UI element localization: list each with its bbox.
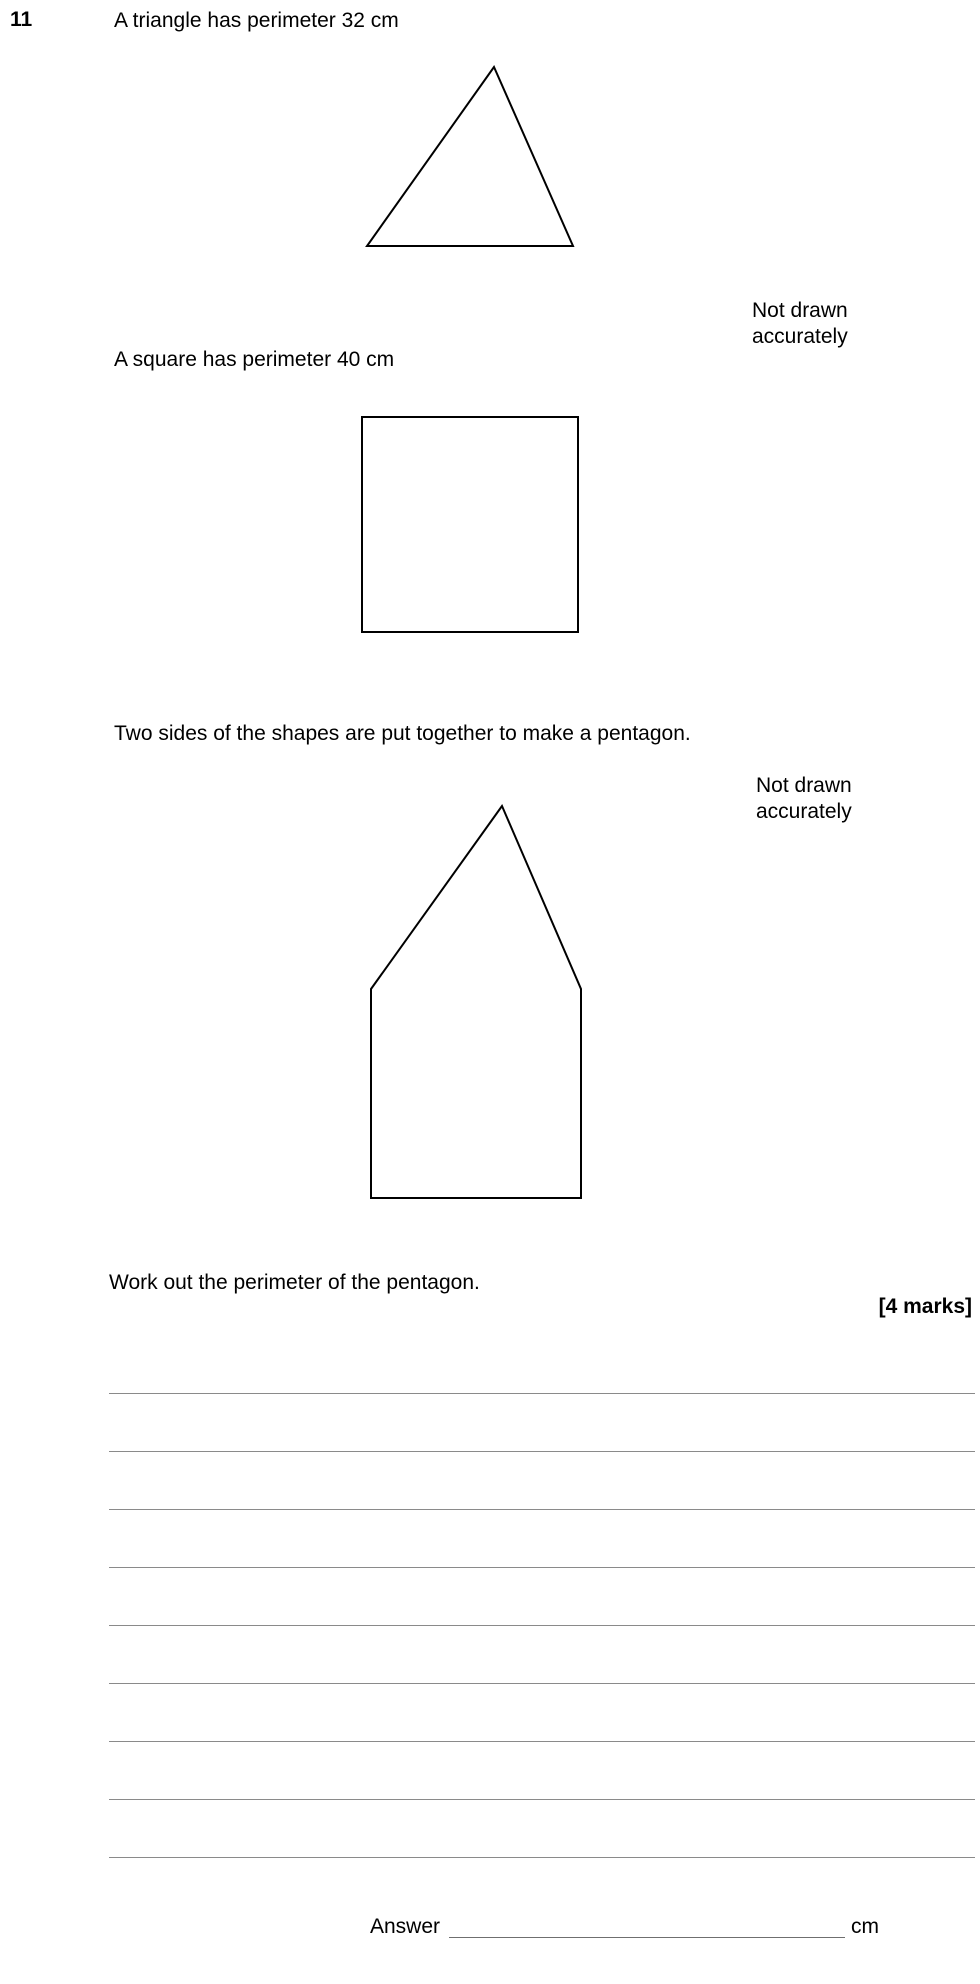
not-drawn-note-2: Not drawn accurately (756, 774, 852, 823)
answer-unit: cm (851, 1915, 879, 1938)
working-line[interactable] (109, 1857, 975, 1858)
working-line[interactable] (109, 1683, 975, 1684)
question-number: 11 (10, 8, 33, 31)
answer-label: Answer (370, 1915, 441, 1938)
working-line[interactable] (109, 1625, 975, 1626)
working-line[interactable] (109, 1509, 975, 1510)
square-perimeter-text: A square has perimeter 40 cm (114, 348, 395, 371)
not-drawn-note-1: Not drawn accurately (752, 299, 848, 348)
answer-input-line[interactable] (449, 1937, 845, 1938)
pentagon-shape (371, 806, 581, 1198)
working-line[interactable] (109, 1567, 975, 1568)
working-line[interactable] (109, 1741, 975, 1742)
triangle-perimeter-text: A triangle has perimeter 32 cm (114, 9, 399, 32)
marks-label: [4 marks] (878, 1295, 972, 1318)
working-line[interactable] (109, 1451, 975, 1452)
working-line[interactable] (109, 1799, 975, 1800)
pentagon-description-text: Two sides of the shapes are put together to make a pentagon. (114, 722, 691, 745)
task-text: Work out the perimeter of the pentagon. (109, 1271, 480, 1294)
working-line[interactable] (109, 1393, 975, 1394)
